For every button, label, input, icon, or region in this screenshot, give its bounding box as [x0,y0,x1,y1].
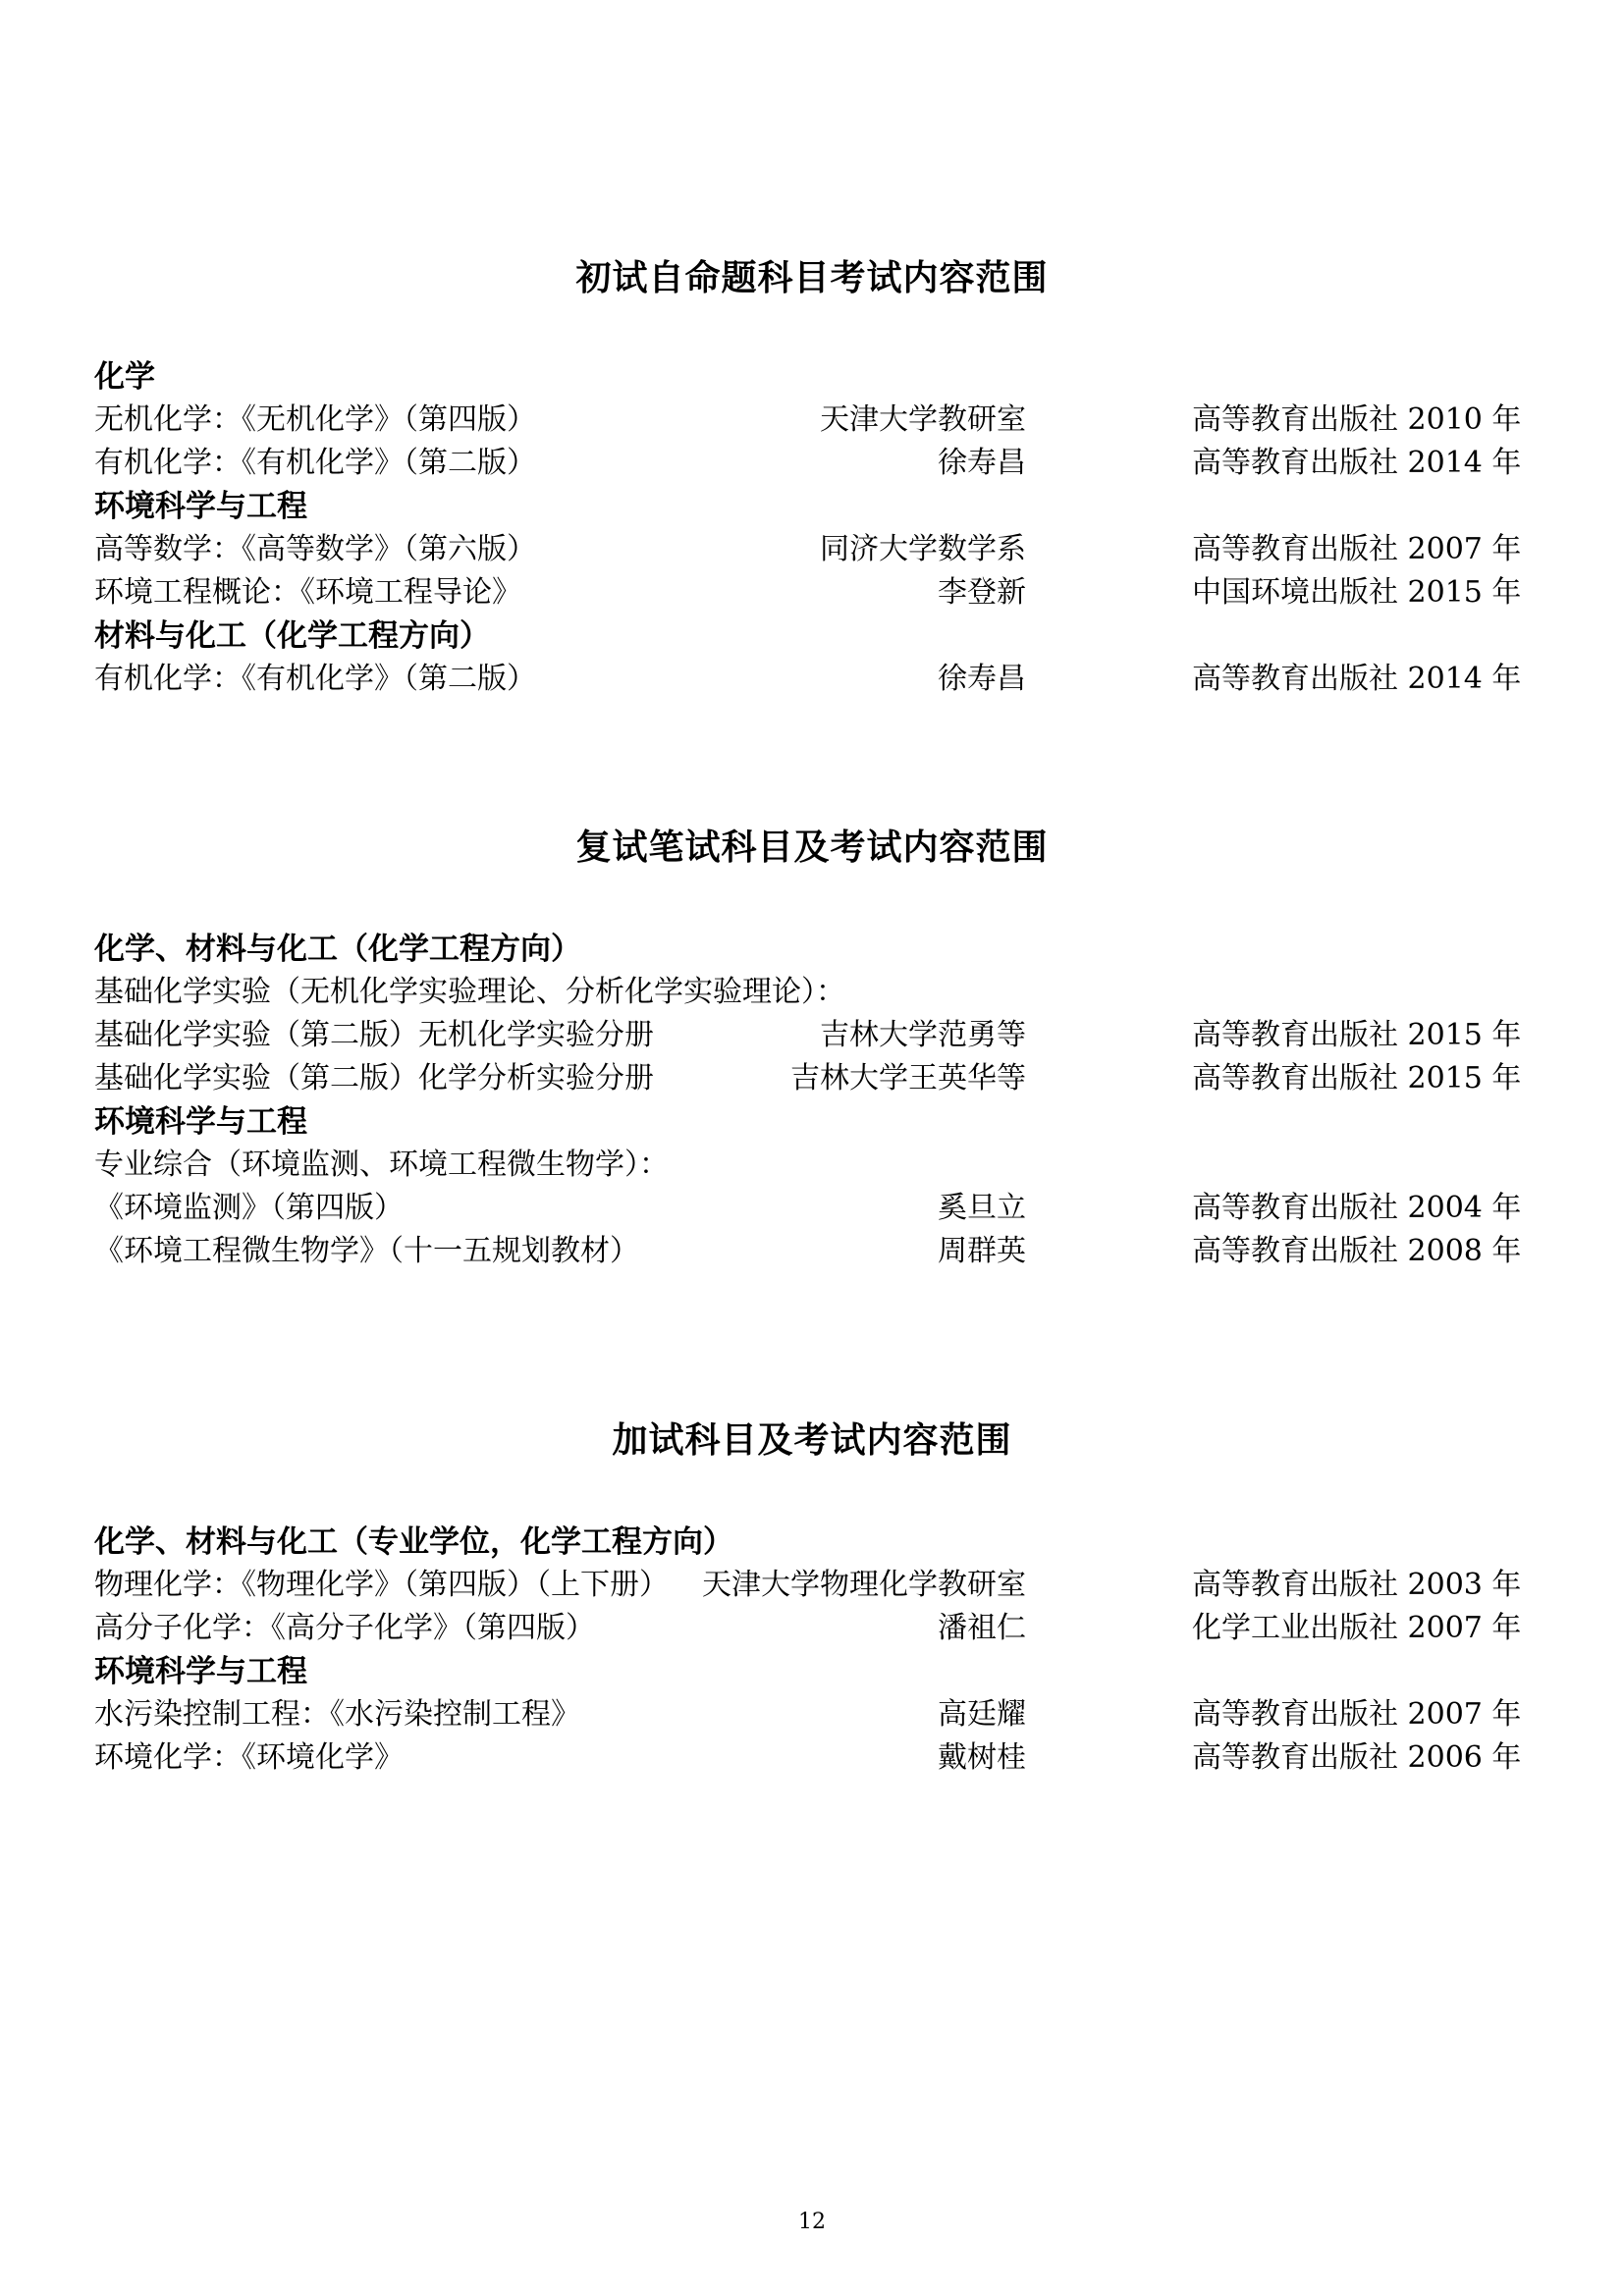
book-publisher: 高等教育出版社 2004 年 [1192,1191,1522,1225]
book-title: 《环境工程微生物学》（十一五规划教材） [94,1234,639,1268]
book-author: 李登新 [938,575,1026,610]
subject-intro: 基础化学实验（无机化学实验理论、分析化学实验理论）： [94,975,845,1009]
reference-line [94,1607,1538,1650]
reference-line [94,399,1538,442]
book-title: 无机化学：《无机化学》（第四版） [94,402,536,437]
book-publisher: 高等教育出版社 2014 年 [1192,446,1522,480]
book-title: 有机化学：《有机化学》（第二版） [94,446,536,480]
subject-heading-environment: 环境科学与工程 [94,1654,307,1689]
book-title: 基础化学实验（第二版）无机化学实验分册 [94,1018,654,1052]
book-author: 同济大学数学系 [820,532,1026,566]
book-author: 高廷耀 [938,1697,1026,1732]
reference-line [94,658,1538,701]
book-publisher: 中国环境出版社 2015 年 [1192,575,1522,610]
book-author: 天津大学物理化学教研室 [702,1568,1026,1602]
book-title: 高分子化学：《高分子化学》（第四版） [94,1611,595,1645]
book-title: 环境化学：《环境化学》 [94,1740,404,1775]
book-publisher: 化学工业出版社 2007 年 [1192,1611,1522,1645]
section-additional-exam [94,1521,1538,1780]
book-author: 徐寿昌 [938,446,1026,480]
reference-line [94,1187,1538,1230]
book-publisher: 高等教育出版社 2008 年 [1192,1234,1522,1268]
book-author: 吉林大学范勇等 [820,1018,1026,1052]
book-publisher: 高等教育出版社 2015 年 [1192,1018,1522,1052]
book-author: 吉林大学王英华等 [790,1061,1026,1095]
subject-heading-materials: 材料与化工（化学工程方向） [94,618,490,654]
section-title-initial-exam: 初试自命题科目考试内容范围 [575,258,1049,298]
section-title-retest-written: 复试笔试科目及考试内容范围 [575,828,1049,868]
book-title: 环境工程概论：《环境工程导论》 [94,575,521,610]
book-author: 戴树桂 [938,1740,1026,1775]
reference-line [94,1564,1538,1607]
book-publisher: 高等教育出版社 2014 年 [1192,662,1522,696]
subject-heading-chemistry-materials: 化学、材料与化工（化学工程方向） [94,932,581,967]
reference-line [94,571,1538,614]
reference-line [94,1736,1538,1780]
book-author: 潘祖仁 [938,1611,1026,1645]
book-title: 有机化学：《有机化学》（第二版） [94,662,536,696]
book-title: 水污染控制工程：《水污染控制工程》 [94,1697,580,1732]
book-author: 徐寿昌 [938,662,1026,696]
section-retest-written [94,928,1538,1273]
page-number: 12 [798,2210,826,2234]
reference-line [94,1230,1538,1273]
book-publisher: 高等教育出版社 2003 年 [1192,1568,1522,1602]
book-publisher: 高等教育出版社 2007 年 [1192,532,1522,566]
book-title: 物理化学：《物理化学》（第四版）（上下册） [94,1568,669,1602]
subject-heading-environment: 环境科学与工程 [94,1104,307,1140]
book-title: 基础化学实验（第二版）化学分析实验分册 [94,1061,654,1095]
reference-line [94,1693,1538,1736]
book-publisher: 高等教育出版社 2010 年 [1192,402,1522,437]
subject-intro: 专业综合（环境监测、环境工程微生物学）： [94,1148,669,1182]
subject-heading-chemistry: 化学 [94,359,155,395]
book-author: 天津大学教研室 [820,402,1026,437]
book-publisher: 高等教育出版社 2006 年 [1192,1740,1522,1775]
subject-heading-chemistry-materials: 化学、材料与化工（专业学位，化学工程方向） [94,1524,733,1560]
section-title-additional-exam: 加试科目及考试内容范围 [612,1420,1012,1461]
book-title: 高等数学：《高等数学》（第六版） [94,532,536,566]
book-publisher: 高等教育出版社 2007 年 [1192,1697,1522,1732]
book-publisher: 高等教育出版社 2015 年 [1192,1061,1522,1095]
reference-line [94,528,1538,571]
section-initial-exam [94,355,1538,701]
book-title: 《环境监测》（第四版） [94,1191,404,1225]
reference-line [94,1057,1538,1100]
subject-heading-environment: 环境科学与工程 [94,489,307,524]
book-author: 奚旦立 [938,1191,1026,1225]
book-author: 周群英 [938,1234,1026,1268]
reference-line [94,1014,1538,1057]
reference-line [94,442,1538,485]
